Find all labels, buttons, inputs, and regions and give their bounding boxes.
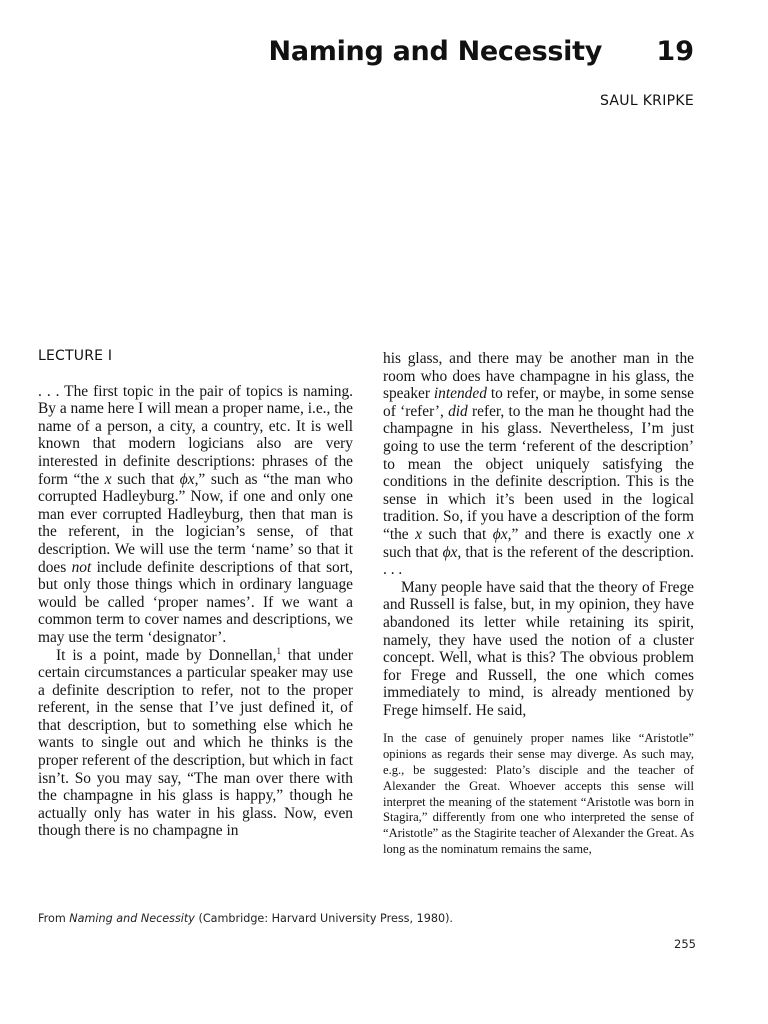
italic-variable: ϕx,: [492, 525, 512, 543]
paragraph: [383, 350, 694, 579]
text-span: From: [38, 912, 70, 925]
text-span: refer, to the man he thought had the champagne in his glass. Nevertheless, I’m just going to use the term ‘referent of the description’ to mean the object uniquely satisfying the conditions in the definite description. This is the sense in which it’s been used in the logical tradition. So, if you have a description of the form “the: [383, 402, 694, 543]
text-span: (Cambridge: Harvard University Press, 1980).: [194, 912, 453, 925]
italic-emphasis: not: [71, 558, 92, 576]
text-span: ” such as “the man who corrupted Hadleyburg.” Now, if one and only one man ever corrupted Hadleyburg, then that man is the referent, in the logician’s sense, of that description. We will use the term ‘name’ so that it does: [38, 470, 353, 576]
text-span: . . . The first topic in the pair of topics is naming. By a name here I will mean a proper name, i.e., the name of a person, a city, a country, etc. It is well known that modern logicians also are very interested in definite descriptions: phrases of the form “the: [38, 382, 353, 488]
block-quote: In the case of genuinely proper names like “Aristotle” opinions as regards their sense may diverge. As such may, e.g., be suggested: Plato’s disciple and the teacher of Alexander the Great. Whoever accepts this sense will interpret the meaning of the statement “Aristotle was born in Stagira,” differently from one who interpreted the sense of “Aristotle” as the Stagirite teacher of Alexander the Great. As long as the nominatum remains the same,: [383, 731, 694, 857]
text-span: such that: [421, 525, 493, 543]
text-span: include definite descriptions of that sort, but only those things which in ordinary language would be called ‘proper names’. If we want a common term to cover names and descriptions, we may use the term ‘designator’.: [38, 558, 353, 646]
italic-variable: x: [687, 525, 695, 543]
chapter-title: Naming and Necessity: [268, 36, 602, 67]
italic-variable: x: [104, 470, 112, 488]
book-title: Naming and Necessity: [69, 912, 195, 925]
italic-variable: ϕx,: [442, 543, 462, 561]
page-number: 255: [674, 937, 696, 951]
italic-emphasis: did: [448, 402, 468, 420]
italic-variable: x: [415, 525, 422, 543]
text-span: ” and there is exactly one: [511, 525, 688, 543]
footnote-marker: 1: [276, 645, 281, 656]
text-span: such that: [383, 543, 443, 561]
source-note: [38, 912, 694, 925]
text-span: that is the referent of the description. . . .: [383, 543, 694, 579]
text-span: that under certain circumstances a particular speaker may use a definite description to refer, not to the proper referent, in the sense that I’ve just defined it, of that description, but to something else which he wants to single out and which he thinks is the proper referent of the description, but which in fact isn’t. So you may say, “The man over there with the champagne in his glass is happy,” though he actually only has water in his glass. Now, even though there is no champagne in: [38, 646, 353, 840]
text-span: such that: [111, 470, 180, 488]
text-span: to refer, or maybe, in some sense of ‘refer’,: [383, 385, 694, 420]
italic-variable: ϕx,: [179, 470, 199, 488]
text-span: It is a point, made by Donnellan,: [56, 646, 277, 664]
paragraph: [38, 383, 353, 647]
chapter-number: 19: [656, 36, 694, 67]
section-heading: LECTURE I: [38, 348, 113, 364]
paragraph: Many people have said that the theory of Frege and Russell is false, but, in my opinion, they have abandoned its letter while retaining its spirit, namely, they have used the notion of a cluster concept. Well, what is this? The obvious problem for Frege and Russell, the one which comes immediately to mind, is already mentioned by Frege himself. He said,: [383, 578, 694, 719]
left-column: [38, 348, 353, 840]
paragraph: [38, 647, 353, 841]
right-column: [383, 350, 694, 858]
author-name: SAUL KRIPKE: [599, 93, 694, 109]
italic-emphasis: intended: [433, 385, 487, 403]
text-span: his glass, and there may be another man in the room who does have champagne in his glass, the speaker: [383, 350, 694, 403]
